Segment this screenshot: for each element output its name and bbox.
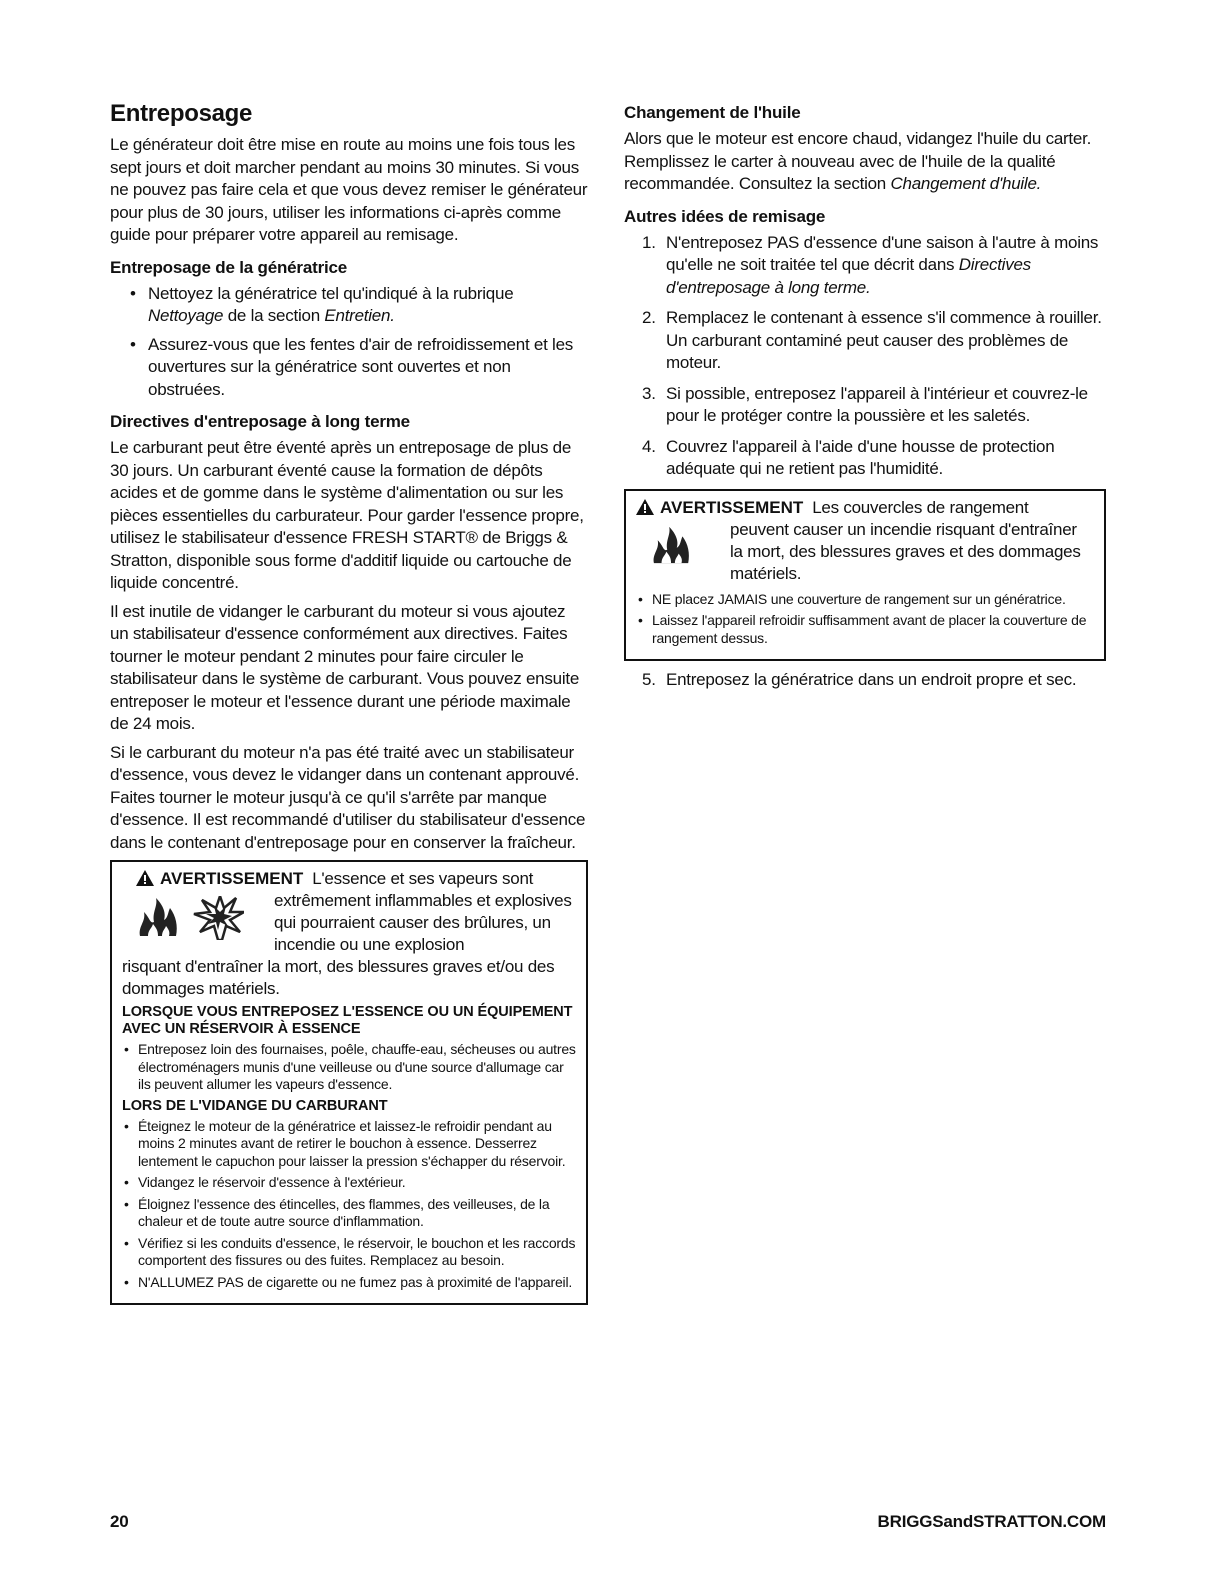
- list-item: 4. Couvrez l'appareil à l'aide d'une housse de protection adéquate qui ne retient pas l'humidité.: [642, 436, 1055, 478]
- warning-subheading-storage: LORSQUE VOUS ENTREPOSEZ L'ESSENCE OU UN ÉQUIPEMENT AVEC UN RÉSERVOIR À ESSENCE: [122, 1004, 573, 1037]
- list-item: • Entreposez loin des fournaises, poêle, chauffe-eau, sécheuses ou autres électroménagers munis d'une veilleuse ou d'une source d'allumage car ils peuvent allumer les vapeurs d'essence.: [122, 1041, 576, 1094]
- long-term-paragraph-3: Si le carburant du moteur n'a pas été traité avec un stabilisateur d'essence, vous devez le vidanger dans un contenant approuvé. Faites tourner le moteur jusqu'à ce qu'il s'arrête par manque d'essence. Il est recommandé d'utiliser du stabilisateur d'essence dans le contenant d'entreposage pour en conserver la fraîcheur.: [110, 742, 586, 852]
- fire-icon: [650, 525, 694, 565]
- explosion-icon: [192, 896, 244, 940]
- list-item: • Vidangez le réservoir d'essence à l'extérieur.: [122, 1174, 576, 1192]
- warning-message: peuvent causer un incendie risquant d'entraîner la mort, des blessures graves et des dommages matériels.: [730, 519, 1081, 583]
- long-term-paragraph-2: Il est inutile de vidanger le carburant du moteur si vous ajoutez un stabilisateur d'essence conformément aux directives. Faites tourner le moteur pendant 2 minutes pour faire circuler le stabilisateur dans le système de carburant. Vous pouvez ensuite entreposer le moteur et l'essence durant une période maximale de 24 mois.: [110, 601, 580, 733]
- warning-message-continued: risquant d'entraîner la mort, des blessures graves et/ou des dommages matériels.: [122, 957, 555, 998]
- list-item: 3. Si possible, entreposez l'appareil à l'intérieur et couvrez-le pour le protéger contre la poussière et les saletés.: [642, 383, 1088, 425]
- page-number: 20: [110, 1512, 129, 1531]
- list-item: 2. Remplacez le contenant à essence s'il commence à rouiller. Un carburant contaminé peut causer des problèmes de moteur.: [642, 308, 1102, 372]
- storage-ideas-list-continued: [624, 669, 1106, 692]
- long-term-paragraph-1: Le carburant peut être éventé après un entreposage de plus de 30 jours. Un carburant éventé cause la formation de dépôts acides et de gomme dans le système d'alimentation ou sur les pièces essentielles du carburateur. Pour garder l'essence propre, utilisez le stabilisateur d'essence FRESH START® de Briggs & Stratton, disponible sous forme d'additif liquide ou cartouche de liquide concentré.: [110, 438, 584, 592]
- right-column: [624, 100, 1106, 700]
- list-item: 5. Entreposez la génératrice dans un endroit propre et sec.: [642, 670, 1077, 689]
- cover-warning-box: AVERTISSEMENT Les couvercles de rangement peuvent causer un incendie risquant d'entraîner la mort, des blessures graves et des dommages matériels. • NE placez JAMAIS une couverture de rangement sur un génératrice. • Laissez l'appareil refroidir suffisamment avant de placer la couverture de rangement dessus.: [624, 489, 1106, 662]
- list-item: 1. N'entreposez PAS d'essence d'une saison à l'autre à moins qu'elle ne soit traitée tel que décrit dans Directives d'entreposage à long terme.: [642, 232, 1099, 297]
- signal-word: AVERTISSEMENT: [660, 497, 804, 517]
- left-column: [110, 100, 588, 1313]
- list-item: • Vérifiez si les conduits d'essence, le réservoir, le bouchon et les raccords comportent des fissures ou des fuites. Remplacez au besoin.: [122, 1235, 576, 1270]
- generator-storage-list: [110, 283, 588, 402]
- warning-triangle-icon: [636, 499, 654, 515]
- list-item: • Éloignez l'essence des étincelles, des flammes, des veilleuses, de la chaleur et de toute autre source d'inflammation.: [122, 1196, 576, 1231]
- warning-triangle-icon: [136, 870, 154, 886]
- warning-message: extrêmement inflammables et explosives qui pourraient causer des brûlures, un incendie ou une explosion: [274, 891, 572, 954]
- section-title: Entreposage: [110, 100, 253, 127]
- list-item: • Laissez l'appareil refroidir suffisamment avant de placer la couverture de rangement dessus.: [636, 612, 1094, 647]
- list-item: • NE placez JAMAIS une couverture de rangement sur un génératrice.: [636, 591, 1094, 609]
- warning-list-cover: [636, 591, 1094, 648]
- fuel-warning-box: AVERTISSEMENT L'essence et ses vapeurs sont extrêmement inflammables et explosives qui pourraient causer des brûlures, un incendie ou une explosion risquant d'entraîner la mort, des blessures graves et/ou des dommages matériels. LORSQUE VOUS ENTREPOSEZ L'ESSENCE OU UN ÉQUIPEMENT AVEC UN RÉSERVOIR À ESSENCE • Entreposez loin des fournaises, poêle, chauffe-eau, sécheuses ou autres électroménagers munis d'une veilleuse ou d'une source d'allumage car ils peuvent allumer les vapeurs d'essence. LORS DE L'VIDANGE DU CARBURANT • Éteignez le moteur de la génératrice et laissez-le refroidir pendant au moins 2 minutes avant de retirer le bouchon à essence. Desserrez lentement le capuchon pour laisser la pression s'échapper du réservoir. • Vidangez le réservoir d'essence à l'extérieur. • Éloignez l'essence des étincelles, des flammes, des veilleuses, de la chaleur et de toute autre source d'inflammation. • Vérifiez si les conduits d'essence, le réservoir, le bouchon et les raccords comportent des fissures ou des fuites. Remplacez au besoin. • N'ALLUMEZ PAS de cigarette ou ne fumez pas à proximité de l'appareil.: [110, 860, 588, 1305]
- long-term-heading: Directives d'entreposage à long terme: [110, 412, 410, 431]
- signal-word: AVERTISSEMENT: [160, 869, 304, 888]
- list-item: • Assurez-vous que les fentes d'air de refroidissement et les ouvertures sur la génératrice sont ouvertes et non obstruées.: [130, 334, 588, 402]
- fire-icon: [136, 896, 182, 938]
- list-item: • Nettoyez la génératrice tel qu'indiqué à la rubrique Nettoyage de la section Entretien.: [130, 283, 588, 328]
- warning-subheading-draining: LORS DE L'VIDANGE DU CARBURANT: [122, 1097, 388, 1114]
- intro-paragraph: Le générateur doit être mise en route au moins une fois tous les sept jours et doit marcher pendant au moins 30 minutes. Si vous ne pouvez pas faire cela et que vous devez remiser le générateur pour plus de 30 jours, utiliser les informations ci-après comme guide pour préparer votre appareil au remisage.: [110, 135, 588, 244]
- other-ideas-heading: Autres idées de remisage: [624, 206, 826, 226]
- warning-list-storage: [122, 1041, 576, 1094]
- list-item: • Éteignez le moteur de la génératrice et laissez-le refroidir pendant au moins 2 minutes avant de retirer le bouchon à essence. Desserrez lentement le capuchon pour laisser la pression s'échapper du réservoir.: [122, 1118, 576, 1171]
- warning-list-draining: [122, 1118, 576, 1292]
- oil-change-paragraph: Alors que le moteur est encore chaud, vidangez l'huile du carter. Remplissez le carter à nouveau avec de l'huile de la qualité recommandée. Consultez la section Changement d'huile.: [624, 129, 1092, 193]
- website-footer: BRIGGSandSTRATTON.COM: [877, 1512, 1106, 1531]
- storage-ideas-list: [624, 232, 1106, 481]
- oil-change-heading: Changement de l'huile: [624, 103, 801, 122]
- generator-storage-heading: Entreposage de la génératrice: [110, 257, 348, 277]
- list-item: • N'ALLUMEZ PAS de cigarette ou ne fumez pas à proximité de l'appareil.: [122, 1274, 576, 1292]
